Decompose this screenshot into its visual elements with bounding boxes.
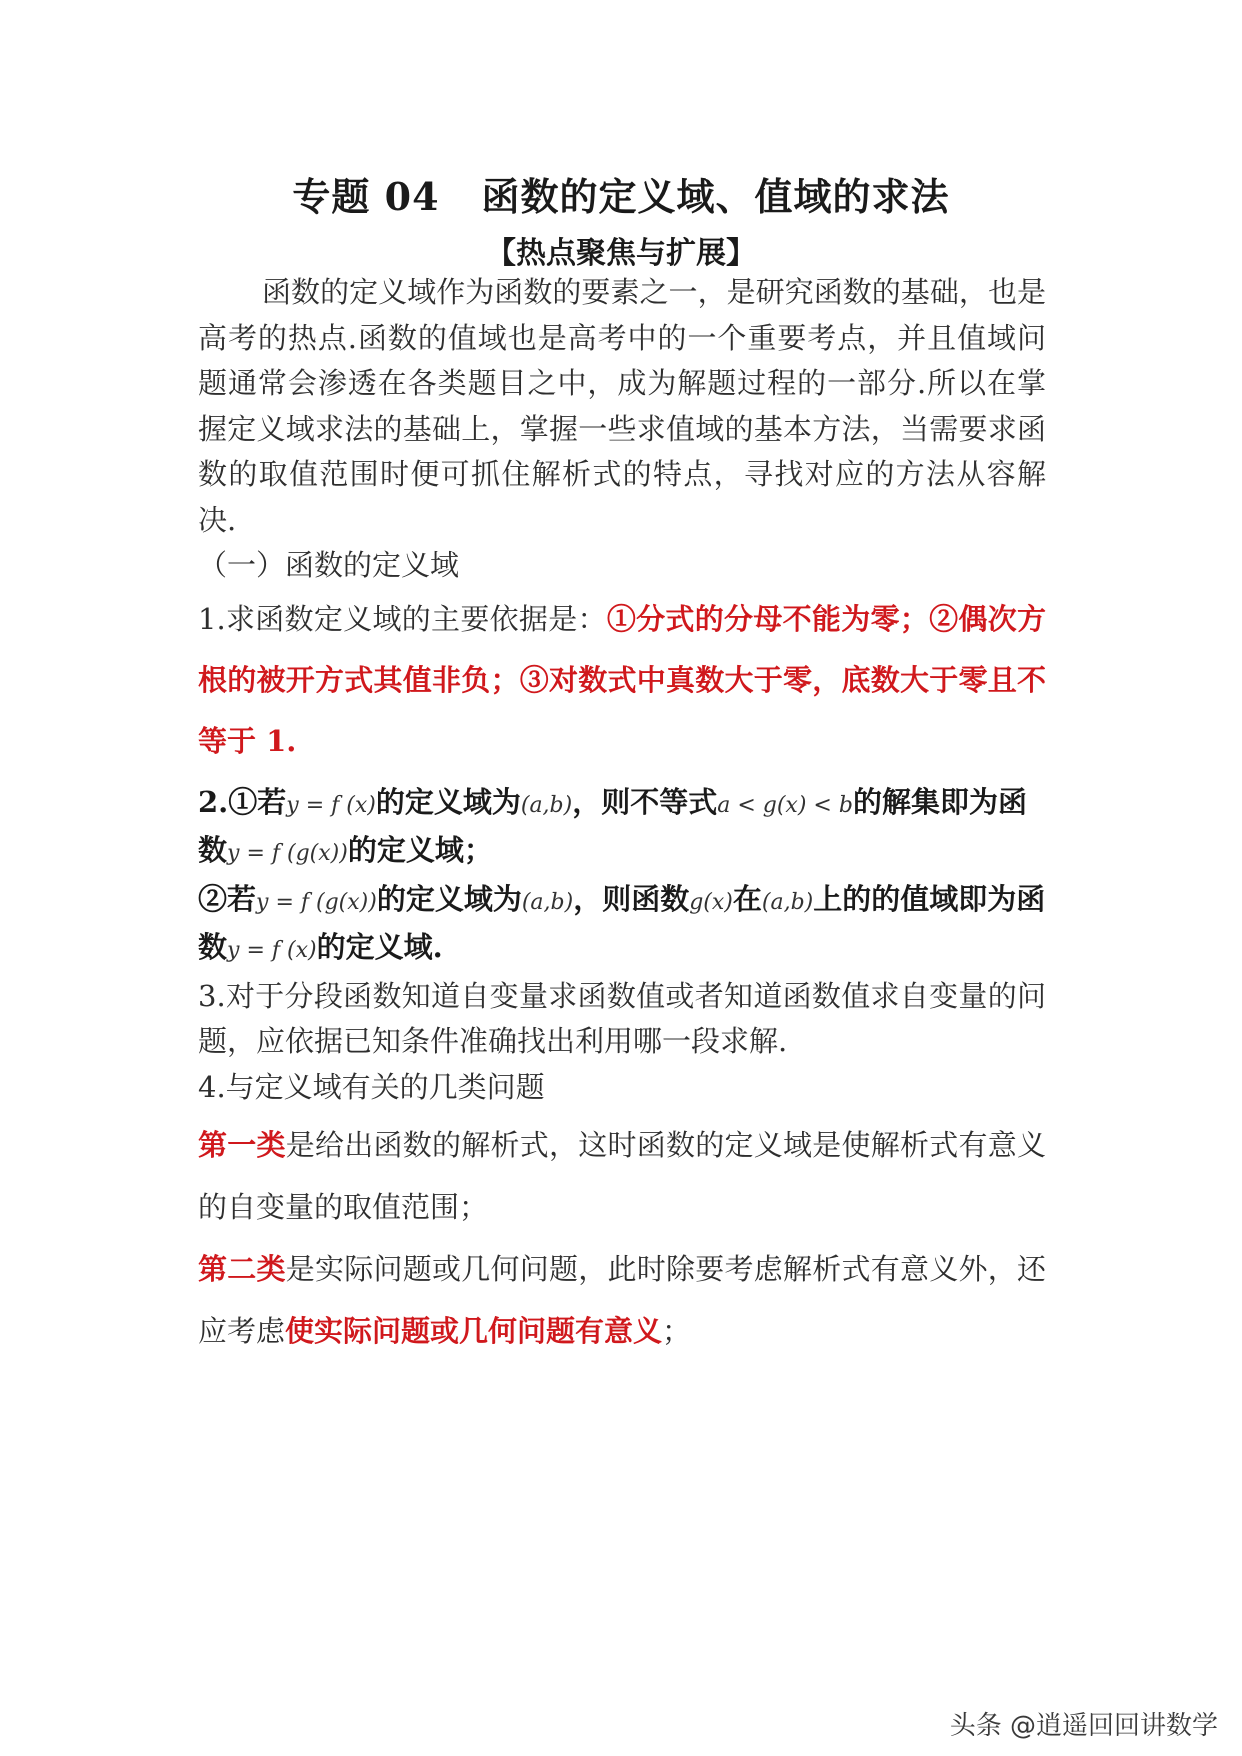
rule1-prefix: 1.求函数定义域的主要依据是： (198, 601, 607, 636)
type2-label: 第二类 (198, 1252, 286, 1286)
rule2-part1 (198, 780, 1046, 877)
type2-end: ； (662, 1314, 692, 1348)
rule1-paragraph (198, 589, 1046, 772)
rule2-p2-text-d: 在 (732, 881, 762, 916)
math-expression: y = f (g(x)) (227, 841, 348, 866)
rule2-p2-text-e: 上的的值域即为函数 (198, 881, 1046, 964)
type2-text: 是实际问题或几何问题，此时除要考虑解析式有意义外，还应考虑 (198, 1252, 1046, 1348)
math-expression: (a,b) (761, 889, 814, 915)
type2-paragraph (198, 1238, 1046, 1362)
rule2-p2-text-c: ，则函数 (573, 881, 690, 916)
section-subtitle: 【热点聚焦与扩展】 (486, 236, 756, 271)
rule2-p1-text-a: 2.①若 (198, 784, 287, 819)
rule2-p1-text-d: 的解集即为函数 (198, 784, 1027, 867)
type1-paragraph (198, 1114, 1046, 1238)
title-main: 函数的定义域、值域的求法 (481, 174, 950, 219)
watermark: 头条 @逍遥回回讲数学 (949, 1711, 1218, 1741)
rule2-p2-text-b: 的定义域为 (376, 881, 522, 916)
math-expression: y = f (x) (286, 792, 376, 818)
type2-highlight: 使实际问题或几何问题有意义 (285, 1314, 663, 1348)
rule2-p1-text-b: 的定义域为 (375, 784, 521, 819)
page-title (0, 166, 1242, 221)
math-expression: a < g(x) < b (717, 792, 853, 818)
rule2-p1-text-c: ，则不等式 (572, 784, 718, 819)
math-expression: y = f (g(x)) (256, 889, 377, 915)
document-body (198, 270, 1046, 1362)
title-prefix: 专题 04 (292, 174, 440, 219)
math-expression: g(x) (689, 889, 733, 915)
rule4-heading: 4.与定义域有关的几类问题 (198, 1069, 545, 1104)
math-expression: (a,b) (521, 889, 574, 915)
rule2-p2-text-a: ②若 (198, 881, 257, 916)
rule2-p1-text-e: 的定义域； (347, 833, 493, 867)
section1-heading: （一）函数的定义域 (198, 548, 460, 582)
rule1-highlight: ①分式的分母不能为零；②偶次方根的被开方式其值非负；③对数式中真数大于零，底数大于零且不等于 1. (198, 601, 1046, 758)
math-expression: (a,b) (520, 792, 573, 818)
rule2-p2-text-f: 的定义域. (316, 930, 443, 964)
type1-label: 第一类 (198, 1128, 286, 1162)
type1-text: 是给出函数的解析式，这时函数的定义域是使解析式有意义的自变量的取值范围； (198, 1128, 1046, 1224)
rule3-paragraph: 3.对于分段函数知道自变量求函数值或者知道函数值求自变量的问题，应依据已知条件准确找出利用哪一段求解. (198, 978, 1046, 1058)
intro-paragraph: 函数的定义域作为函数的要素之一，是研究函数的基础，也是高考的热点.函数的值域也是高考中的一个重要考点，并且值域问题通常会渗透在各类题目之中，成为解题过程的一部分.所以在掌握定义域求法的基础上，掌握一些求值域的基本方法，当需要求函数的取值范围时便可抓住解析式的特点，寻找对应的方法从容解决. (198, 275, 1046, 537)
math-expression: y = f (x) (227, 938, 317, 963)
rule2-part2 (198, 877, 1046, 974)
